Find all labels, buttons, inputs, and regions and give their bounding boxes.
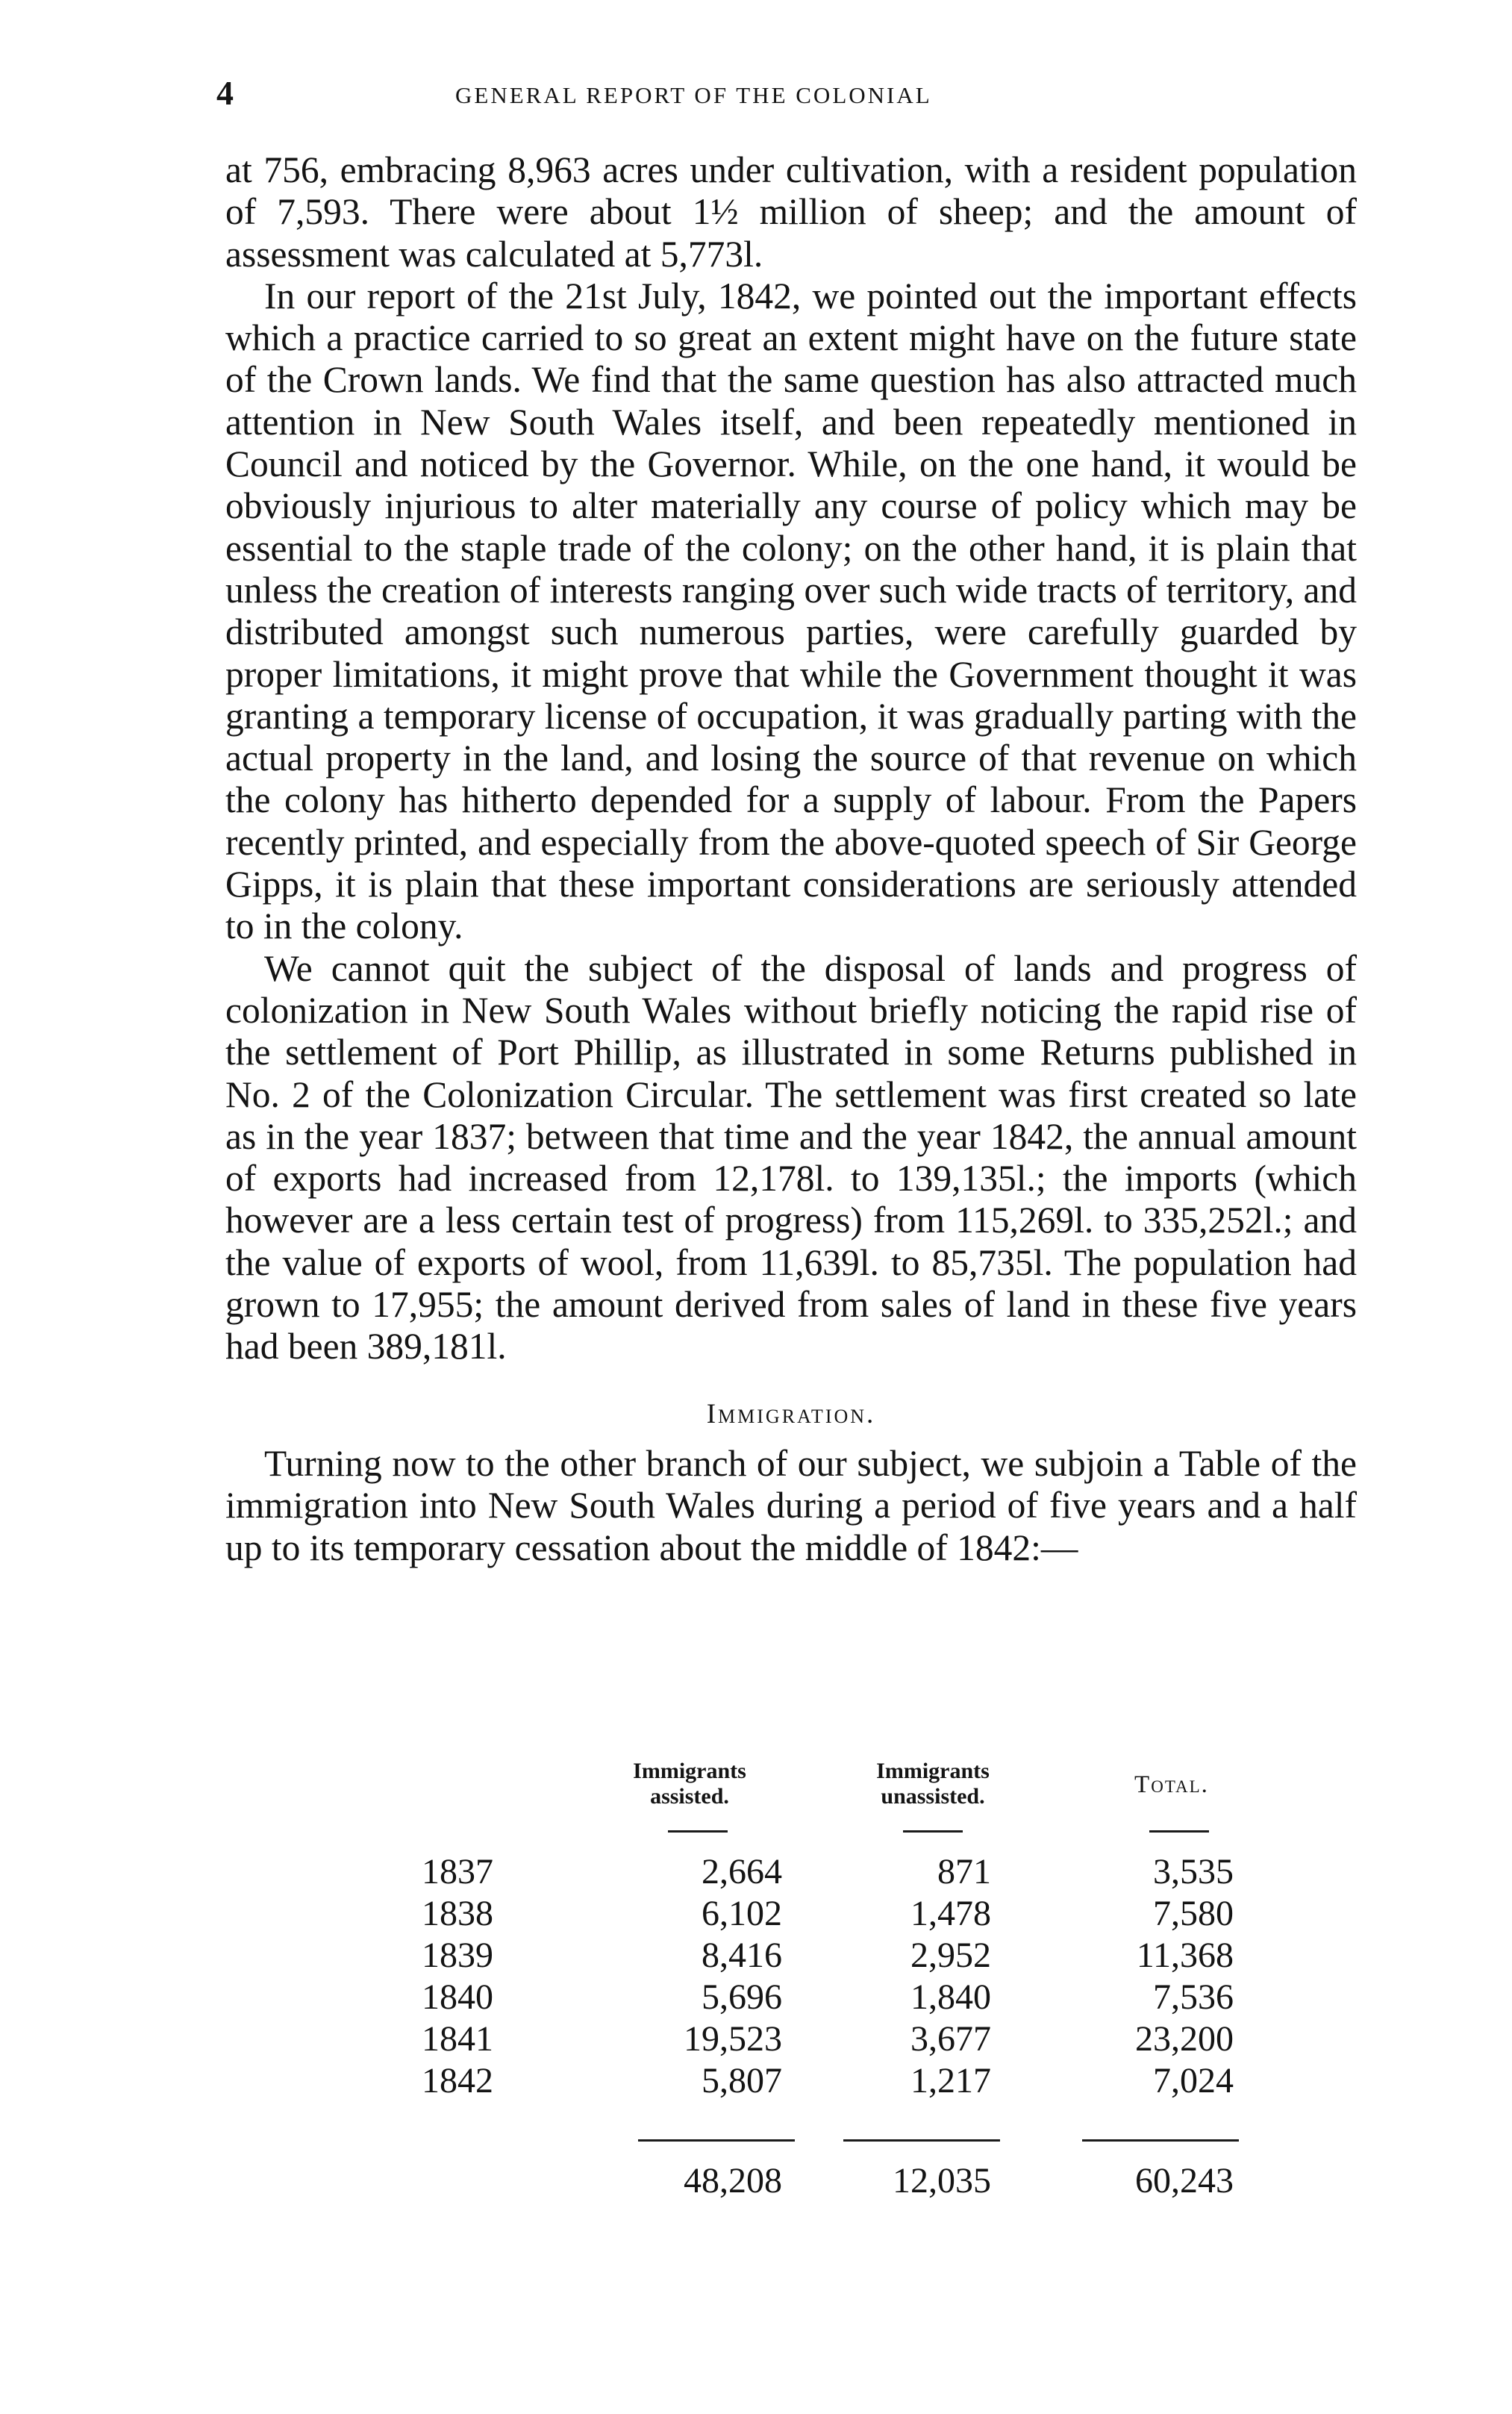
cell-unassisted: 1,478	[910, 1894, 991, 1933]
cell-total: 7,024	[1153, 2061, 1234, 2100]
cell-total: 11,368	[1136, 1936, 1234, 1975]
running-head: GENERAL REPORT OF THE COLONIAL	[455, 82, 932, 108]
immigration-paragraph: Turning now to the other branch of our subject, we subjoin a Table of the immigration into New South Wales during a period of five years and a half up to its temporary cessation about the middle of 1842:—	[225, 1442, 1357, 1568]
paragraph-1: at 756, embracing 8,963 acres under cultivation, with a resident population of 7,593. There were about 1½ million of sheep; and the amount of assessment was calculated at 5,773l.	[225, 149, 1357, 275]
cell-assisted: 5,696	[702, 1977, 782, 2017]
paragraph-2: In our report of the 21st July, 1842, we pointed out the important effects which a practice carried to so great an extent might have on the future state of the Crown lands. We find that the same question has also attracted much attention in New South Wales itself, and been repeatedly mentioned in Council and noticed by the Governor. While, on the one hand, it would be obviously injurious to alter materially any course of policy which may be essential to the staple trade of the colony; on the other hand, it is plain that unless the creation of interests ranging over such wide tracts of territory, and distributed amongst such numerous parties, were carefully guarded by proper limitations, it might prove that while the Government thought it was granting a temporary license of occupation, it was gradually parting with the actual property in the land, and losing the source of that revenue on which the colony has hitherto depended for a supply of labour. From the Papers recently printed, and especially from the above-quoted speech of Sir George Gipps, it is plain that these important considerations are seriously attended to in the colony.	[225, 275, 1357, 947]
total-overall: 60,243	[1135, 2161, 1234, 2201]
cell-unassisted: 1,840	[910, 1977, 991, 2017]
page-number: 4	[216, 74, 234, 112]
cell-total: 3,535	[1153, 1852, 1234, 1891]
cell-total: 7,580	[1153, 1894, 1234, 1933]
cell-total: 7,536	[1153, 1977, 1234, 2017]
cell-year: 1837	[422, 1852, 493, 1891]
header-assisted: Immigrants assisted.	[633, 1759, 746, 1809]
total-unassisted: 12,035	[893, 2161, 991, 2201]
paragraph-3: We cannot quit the subject of the disposal of lands and progress of colonization in New South Wales without briefly noticing the rapid rise of the settlement of Port Phillip, as illustrated in some Returns published in No. 2 of the Colonization Circular. The settlement was first created so late as in the year 1837; between that time and the year 1842, the annual amount of exports had increased from 12,178l. to 139,135l.; the imports (which however are a less certain test of progress) from 115,269l. to 335,252l.; and the value of exports of wool, from 11,639l. to 85,735l. The population had grown to 17,955; the amount derived from sales of land in these five years had been 389,181l.	[225, 947, 1357, 1367]
cell-unassisted: 871	[937, 1852, 991, 1891]
body-text	[225, 149, 1357, 1569]
cell-unassisted: 1,217	[910, 2061, 991, 2100]
cell-assisted: 8,416	[702, 1936, 782, 1975]
cell-unassisted: 2,952	[910, 1936, 991, 1975]
header-rule-unassisted	[903, 1830, 963, 1833]
cell-year: 1842	[422, 2061, 493, 2100]
total-rule-unassisted	[843, 2139, 1000, 2142]
header-rule-assisted	[668, 1830, 728, 1833]
cell-assisted: 6,102	[702, 1894, 782, 1933]
header-rule-total	[1149, 1830, 1209, 1833]
section-heading: Immigration.	[706, 1398, 876, 1429]
cell-year: 1841	[422, 2019, 493, 2059]
cell-assisted: 2,664	[702, 1852, 782, 1891]
cell-year: 1838	[422, 1894, 493, 1933]
total-rule-total	[1082, 2139, 1239, 2142]
cell-unassisted: 3,677	[910, 2019, 991, 2059]
header-unassisted: Immigrants unassisted.	[876, 1759, 990, 1809]
cell-total: 23,200	[1135, 2019, 1234, 2059]
header-total: Total.	[1134, 1771, 1209, 1798]
total-assisted: 48,208	[684, 2161, 782, 2201]
page-header	[216, 73, 1358, 118]
cell-year: 1840	[422, 1977, 493, 2017]
cell-assisted: 5,807	[702, 2061, 782, 2100]
cell-assisted: 19,523	[684, 2019, 782, 2059]
cell-year: 1839	[422, 1936, 493, 1975]
total-rule-assisted	[638, 2139, 795, 2142]
